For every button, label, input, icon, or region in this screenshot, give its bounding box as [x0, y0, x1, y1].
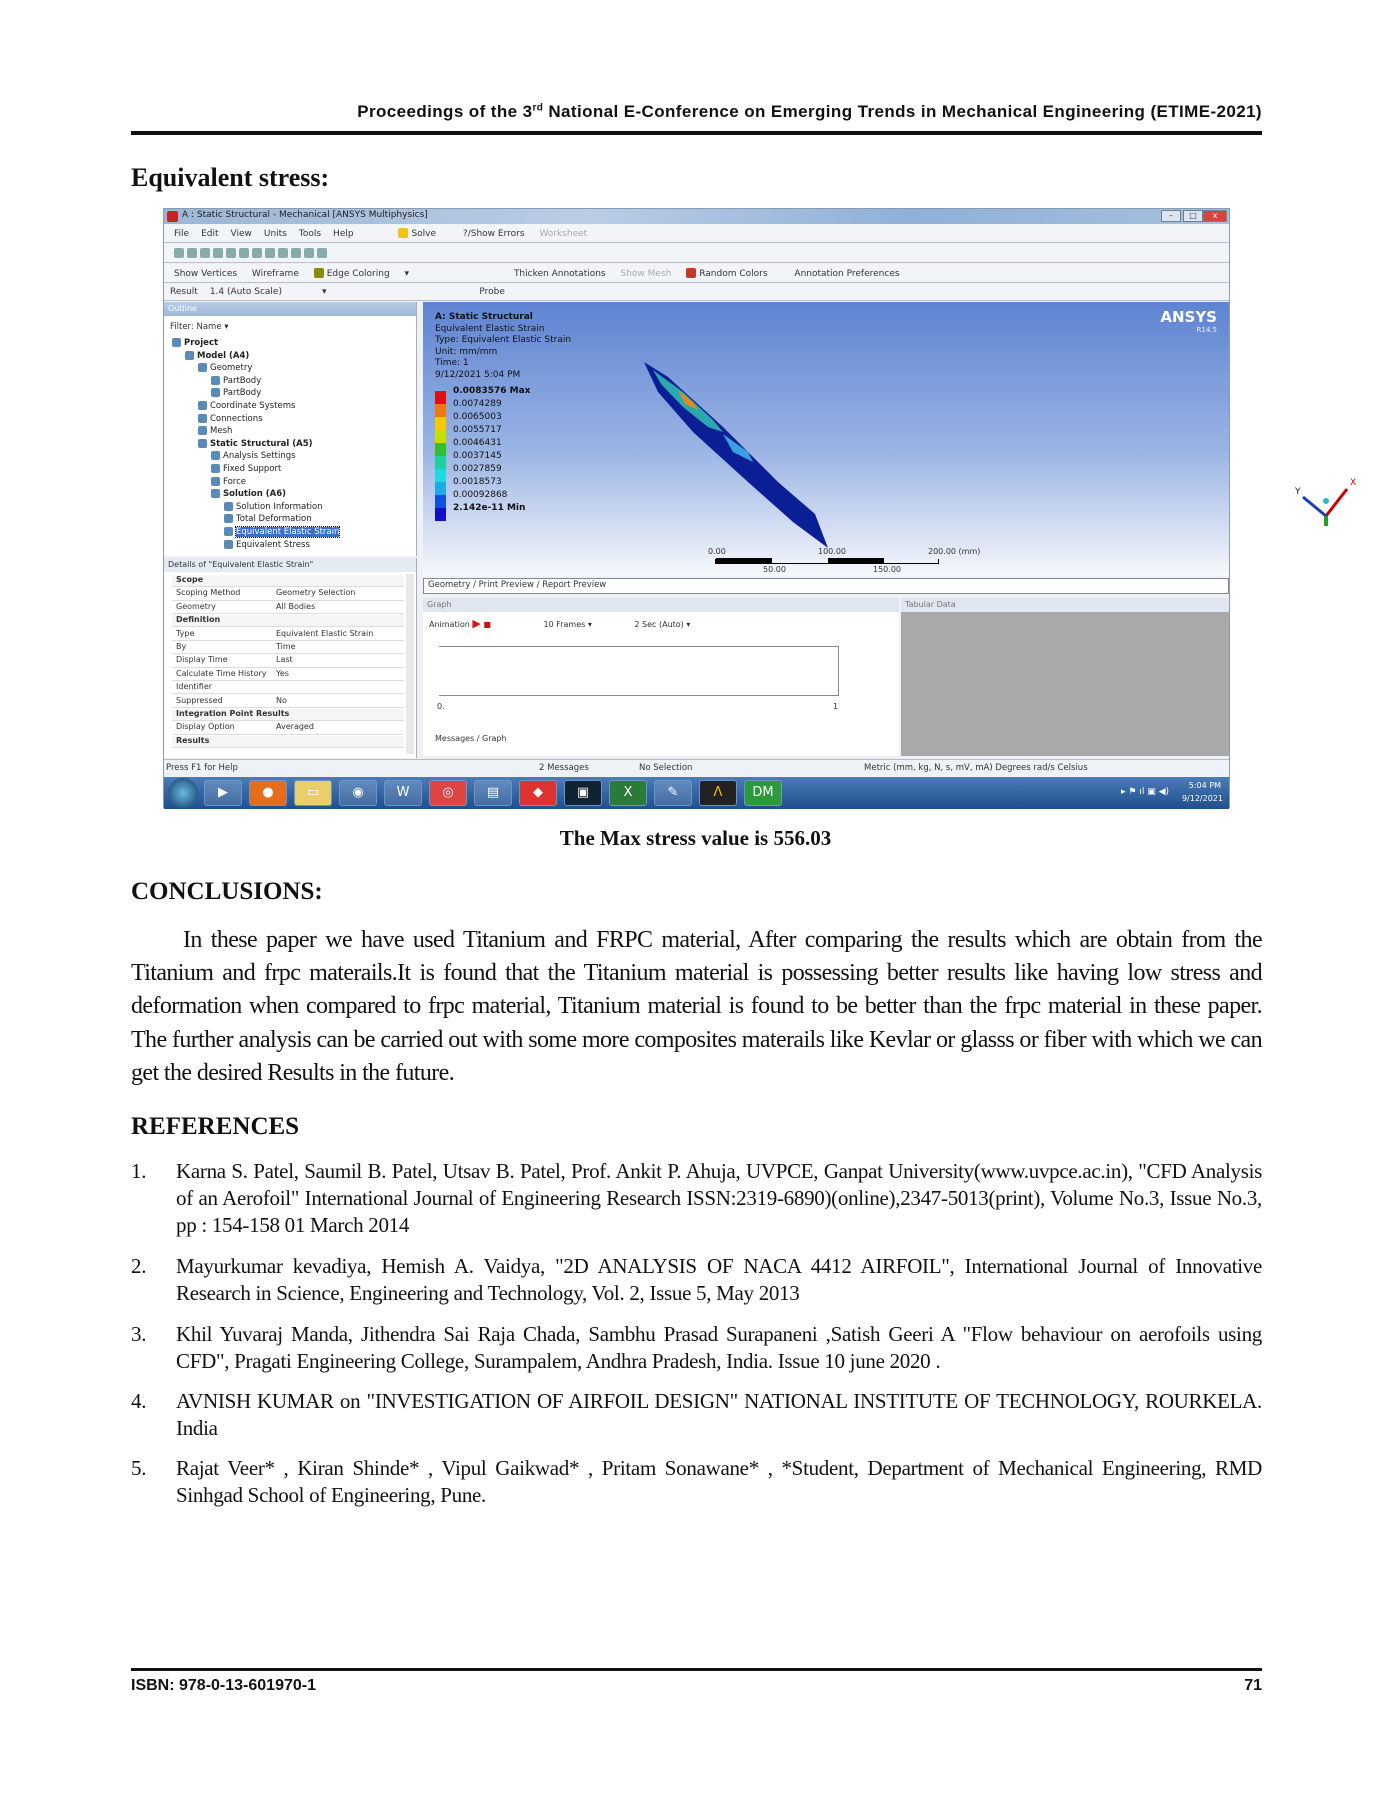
windows-taskbar — [164, 777, 1229, 809]
scale-label-200: 200.00 (mm) — [928, 547, 981, 556]
tree-item[interactable] — [224, 514, 312, 524]
reference-item — [131, 1455, 1262, 1509]
scale-label-150: 150.00 — [873, 565, 901, 574]
start-button[interactable] — [168, 778, 198, 808]
taskbar-dm-icon[interactable]: DM — [744, 780, 782, 806]
show-mesh-button[interactable]: Show Mesh — [620, 268, 672, 279]
tab-geometry[interactable]: Geometry — [428, 580, 471, 590]
edge-coloring-button[interactable]: Edge Coloring ▾ — [314, 269, 409, 279]
tree-item-label: Project — [184, 338, 219, 348]
annotation-line: Time: 1 — [435, 358, 469, 368]
graph-axis-min: 0. — [437, 702, 445, 711]
axis-y-label: Y — [1295, 487, 1301, 497]
status-bar — [164, 759, 1229, 777]
legend-label: 0.0018573 — [453, 477, 502, 487]
show-vertices-button[interactable]: Show Vertices — [174, 268, 238, 279]
status-selection: No Selection — [639, 763, 693, 773]
tree-item-label: Fixed Support — [223, 464, 282, 474]
wireframe-button[interactable]: Wireframe — [251, 268, 299, 279]
random-colors-icon — [686, 268, 696, 278]
reference-number: 2. — [131, 1254, 147, 1278]
annotation-line: 9/12/2021 5:04 PM — [435, 369, 521, 380]
tree-item-label: Analysis Settings — [223, 451, 296, 462]
tree-node-icon — [211, 464, 220, 473]
conclusions-heading: CONCLUSIONS: — [131, 878, 323, 905]
app-icon — [167, 211, 178, 222]
scale-label-0: 0.00 — [708, 547, 726, 556]
tree-node-icon — [198, 414, 207, 423]
animation-label: Animation — [429, 620, 470, 629]
tree-item[interactable] — [211, 451, 296, 461]
graph-header: Graph — [423, 598, 899, 612]
details-key: Suppressed — [176, 695, 223, 705]
scale-label-50: 50.00 — [763, 565, 786, 574]
minimize-button[interactable]: – — [1161, 210, 1181, 222]
viewport-tabs: Geometry / Print Preview / Report Preview — [423, 578, 1229, 594]
conclusions-paragraph: In these paper we have used Titanium and FRPC material, After comparing the results which are obtain from the Titanium and frpc materails.It is found that the Titanium material is possessing better results like having low stress and deformation when compared to frpc material, Titanium material is found to be better than the frpc material in these paper. The further analysis can be carried out with some more composites materails like Kevlar or glasss or fiber with which we can get the desired Results in the future. — [131, 927, 1262, 1086]
tree-item[interactable] — [198, 414, 263, 424]
solve-label: Solve — [411, 228, 437, 239]
tree-node-icon — [224, 527, 233, 536]
magnifier-icon[interactable] — [278, 248, 288, 258]
select-icon[interactable] — [174, 248, 184, 258]
tree-item[interactable] — [198, 363, 252, 373]
reference-number: 4. — [131, 1389, 147, 1413]
footer — [131, 1677, 1262, 1695]
edge-coloring-label: Edge Coloring — [326, 268, 390, 279]
tree-node-icon — [211, 489, 220, 498]
menu-units[interactable]: Units — [263, 228, 287, 239]
outline-panel — [164, 302, 417, 556]
menu-help[interactable]: Help — [333, 228, 354, 239]
legend-label: 2.142e-11 Min — [453, 503, 526, 513]
taskbar-tool-icon[interactable]: ✎ — [654, 780, 692, 806]
display-toolbar — [164, 264, 1229, 283]
details-row[interactable] — [172, 696, 404, 708]
taskbar-photo-icon[interactable]: ▣ — [564, 780, 602, 806]
tree-item-label: Geometry — [210, 363, 253, 374]
animation-toolbar: Animation ▶ ■ 10 Frames ▾ 2 Sec (Auto) ▾ — [429, 617, 691, 630]
header-text-end: National E-Conference on Emerging Trends in Mechanical Engineering (ETIME-2021) — [543, 102, 1262, 121]
outline-header: Outline — [164, 302, 416, 316]
details-value: Last — [276, 655, 293, 665]
tree-item[interactable] — [224, 540, 310, 550]
tree-node-icon — [211, 376, 220, 385]
view-previous-icon[interactable] — [291, 248, 301, 258]
taskbar-excel-icon[interactable]: X — [609, 780, 647, 806]
tree-item-label: Equivalent Elastic Strain — [236, 527, 340, 537]
graphics-viewport[interactable] — [423, 302, 1357, 576]
isbn: ISBN: 978-0-13-601970-1 — [131, 1677, 316, 1694]
filter-row: Filter: Name ▾ — [170, 322, 229, 332]
details-key: Display Time — [176, 655, 228, 665]
tabular-header: Tabular Data — [901, 598, 1229, 612]
select-mode-icon[interactable] — [187, 248, 197, 258]
taskbar-firefox-icon[interactable]: ● — [249, 780, 287, 806]
status-help: Press F1 for Help — [166, 763, 238, 773]
details-row[interactable] — [172, 588, 404, 600]
reference-number: 5. — [131, 1456, 147, 1480]
details-value: Averaged — [276, 722, 314, 732]
taskbar-media-icon[interactable]: ▶ — [204, 780, 242, 806]
legend-label: 0.0027859 — [453, 464, 502, 474]
solve-button[interactable] — [398, 229, 448, 239]
running-header — [131, 102, 1262, 122]
rotate-icon[interactable] — [200, 248, 210, 258]
menu-edit[interactable]: Edit — [201, 228, 219, 239]
filter-dropdown[interactable]: Name — [196, 322, 222, 332]
reference-text: Khil Yuvaraj Manda, Jithendra Sai Raja Chada, Sambhu Prasad Surapaneni ,Satish Geeri A "Flow behaviour on aerofoils using CFD", Pragati Engineering College, Surampalem, Andhra Pradesh, India. Issue 10 june 2020 . — [176, 1322, 1262, 1373]
tabular-data-panel — [901, 598, 1229, 756]
status-units[interactable]: Metric (mm, kg, N, s, mV, mA) Degrees rad/s Celsius — [864, 763, 1088, 773]
box-zoom-icon[interactable] — [252, 248, 262, 258]
stop-button[interactable]: ■ — [483, 620, 491, 629]
tree-item-label: Model (A4) — [197, 350, 250, 361]
tree-item[interactable] — [224, 502, 323, 512]
clock-time: 5:04 PM — [1188, 781, 1221, 790]
tree-node-icon — [211, 451, 220, 460]
tab-print-preview[interactable]: Print Preview — [478, 580, 535, 590]
figure-caption: The Max stress value is 556.03 — [559, 826, 832, 850]
reference-text: Mayurkumar kevadiya, Hemish A. Vaidya, "2D ANALYSIS OF NACA 4412 AIRFOIL", International Journal of Innovative Research in Science, Engineering and Technology, Vol. 2, Issue 5, May 2013 — [176, 1254, 1262, 1305]
details-row[interactable] — [172, 615, 404, 627]
tab-report-preview[interactable]: Report Preview — [542, 580, 607, 590]
ansys-screenshot — [163, 208, 1357, 808]
triad-icon — [1303, 489, 1347, 526]
play-button[interactable]: ▶ — [472, 617, 481, 630]
zoom-out-icon[interactable] — [239, 248, 249, 258]
reference-number: 3. — [131, 1322, 147, 1346]
details-scrollbar[interactable] — [406, 574, 414, 754]
status-messages[interactable]: 2 Messages — [539, 763, 589, 773]
scale-seg-1 — [716, 558, 772, 563]
tree-item[interactable] — [198, 439, 313, 449]
tree-item-label: Connections — [210, 413, 263, 424]
menu-tools[interactable]: Tools — [298, 228, 322, 239]
details-key: Identifier — [176, 682, 213, 692]
scale-label-100: 100.00 — [818, 547, 846, 556]
zoom-in-icon[interactable] — [226, 248, 236, 258]
details-key: Results — [176, 735, 210, 745]
section-heading: Equivalent stress: — [131, 163, 330, 192]
tree-node-icon — [198, 363, 207, 372]
details-key: Definition — [176, 615, 221, 625]
details-row[interactable] — [172, 642, 404, 654]
tray-icons[interactable]: ▸ ⚑ ıl ▣ ◀) — [1121, 787, 1169, 797]
details-key: Scoping Method — [176, 588, 241, 598]
header-rule — [131, 131, 1262, 135]
details-value: Yes — [276, 668, 289, 678]
window-title: A : Static Structural - Mechanical [ANSYS Multiphysics] — [182, 210, 428, 220]
details-value: No — [276, 695, 287, 705]
details-row[interactable] — [172, 575, 404, 587]
thicken-annotations-button[interactable]: Thicken Annotations — [513, 268, 606, 279]
details-row[interactable] — [172, 722, 404, 734]
menu-file[interactable]: File — [174, 228, 190, 239]
tree-node-icon — [198, 401, 207, 410]
tree-item-label: Total Deformation — [236, 514, 312, 525]
reference-item — [131, 1158, 1262, 1239]
tree-item-label: Static Structural (A5) — [210, 438, 313, 449]
details-key: Scope — [176, 575, 204, 584]
legend-label: 0.0037145 — [453, 451, 502, 461]
annotation-line: Unit: mm/mm — [435, 346, 498, 357]
tree-item[interactable] — [211, 388, 261, 398]
close-button[interactable]: x — [1203, 210, 1227, 222]
result-scale-dropdown[interactable]: 1.4 (Auto Scale) — [209, 287, 282, 297]
animation-time-dropdown[interactable]: 2 Sec (Auto) — [634, 620, 684, 629]
legend-label: 0.0065003 — [453, 412, 502, 422]
bottom-tabs: Messages / Graph — [435, 734, 507, 743]
details-row[interactable] — [172, 655, 404, 667]
details-key: Type — [176, 628, 195, 638]
layout-icon[interactable] — [317, 248, 327, 258]
details-row[interactable] — [172, 682, 404, 694]
tree-item-label: PartBody — [223, 375, 262, 386]
reference-text: Rajat Veer* , Kiran Shinde* , Vipul Gaikwad* , Pritam Sonawane* , *Student, Department of Mechanical Engineering, RMD Sinhgad School of Engineering, Pune. — [176, 1456, 1262, 1507]
tree-item[interactable] — [211, 464, 281, 474]
tree-node-icon — [198, 439, 207, 448]
scale-bar — [715, 559, 939, 564]
header-sup: rd — [532, 102, 544, 114]
tree-item-label: Force — [223, 476, 246, 487]
details-panel — [164, 558, 417, 758]
details-value: Geometry Selection — [276, 588, 356, 598]
legend-label: 0.0083576 Max — [453, 386, 531, 396]
tree-node-icon — [224, 502, 233, 511]
filter-label: Filter: — [170, 322, 194, 332]
worksheet-button[interactable]: Worksheet — [539, 228, 588, 239]
graph-plot-area — [439, 646, 839, 696]
taskbar-folder-icon[interactable]: ▭ — [294, 780, 332, 806]
details-row[interactable] — [172, 736, 404, 748]
tree-item[interactable] — [185, 351, 249, 361]
reference-text: Karna S. Patel, Saumil B. Patel, Utsav B. Patel, Prof. Ankit P. Ahuja, UVPCE, Ganpat University(www.uvpce.ac.in), "CFD Analysis of an Aerofoil" International Journal of Engineering Research ISSN:2319-6890)(online),2347-5013(print), Volume No.3, Issue No.3, pp : 154-158 01 March 2014 — [176, 1159, 1262, 1237]
tree-item[interactable] — [198, 426, 232, 436]
axis-x-label: X — [1350, 478, 1357, 488]
airfoil-model — [423, 302, 1229, 576]
tree-item-label: Mesh — [210, 426, 233, 437]
random-colors-button[interactable] — [686, 269, 779, 279]
taskbar-chrome-icon[interactable]: ◎ — [429, 780, 467, 806]
taskbar-anydesk-icon[interactable]: ◆ — [519, 780, 557, 806]
maximize-button[interactable]: □ — [1183, 210, 1203, 222]
tree-node-icon — [224, 540, 233, 549]
details-row[interactable] — [172, 602, 404, 614]
reference-text: AVNISH KUMAR on "INVESTIGATION OF AIRFOIL DESIGN" NATIONAL INSTITUTE OF TECHNOLOGY, ROURKELA. India — [176, 1389, 1262, 1440]
taskbar-ansys-icon[interactable]: Λ — [699, 780, 737, 806]
zoom-fit-icon[interactable] — [265, 248, 275, 258]
references-heading: REFERENCES — [131, 1113, 300, 1140]
clock-date: 9/12/2021 — [1181, 794, 1223, 803]
legend-label: 0.0055717 — [453, 425, 502, 435]
tree-item-label: Solution (A6) — [223, 489, 287, 500]
details-key: Display Option — [176, 722, 235, 732]
frames-dropdown[interactable]: 10 Frames — [543, 620, 586, 629]
probe-button[interactable]: Probe — [479, 287, 505, 297]
tree-item[interactable] — [224, 527, 339, 537]
graph-panel — [423, 598, 899, 756]
reference-number: 1. — [131, 1159, 147, 1183]
solve-icon — [398, 228, 408, 238]
tree-node-icon — [172, 338, 181, 347]
graphics-toolbar — [164, 244, 1229, 263]
view-next-icon[interactable] — [304, 248, 314, 258]
title-bar — [164, 209, 1229, 224]
footer-rule — [131, 1668, 1262, 1671]
annotation-line: Type: Equivalent Elastic Strain — [435, 335, 572, 345]
random-colors-label: Random Colors — [699, 268, 768, 279]
annotation-line: A: Static Structural — [435, 312, 533, 322]
reference-item — [131, 1388, 1262, 1442]
menu-view[interactable]: View — [230, 228, 252, 239]
details-key: Calculate Time History — [176, 668, 267, 678]
tree-item-label: Solution Information — [236, 501, 323, 512]
details-value: All Bodies — [276, 601, 316, 611]
tab-graph[interactable]: Graph — [482, 734, 507, 743]
result-label: Result — [170, 287, 198, 297]
graph-axis-max: 1 — [833, 702, 839, 711]
tree-node-icon — [211, 477, 220, 486]
tree-node-icon — [211, 388, 220, 397]
reference-item — [131, 1253, 1262, 1307]
details-header: Details of "Equivalent Elastic Strain" — [164, 558, 416, 572]
tree-item[interactable] — [198, 401, 295, 411]
result-toolbar: Result 1.4 (Auto Scale) ▾ Probe — [164, 284, 1229, 301]
details-key: By — [176, 642, 187, 651]
edge-color-icon — [314, 268, 324, 278]
tree-item-label: PartBody — [223, 388, 262, 399]
details-key: Geometry — [176, 601, 216, 611]
tree-item-label: Coordinate Systems — [210, 401, 296, 411]
annotation-line: Equivalent Elastic Strain — [435, 323, 545, 334]
show-errors-button[interactable]: ?/Show Errors — [462, 228, 525, 239]
menu-bar — [164, 225, 1229, 243]
tree-item[interactable] — [211, 477, 246, 487]
tree-node-icon — [185, 351, 194, 360]
page-number: 71 — [1244, 1677, 1262, 1694]
ansys-version: R14.5 — [1196, 326, 1217, 334]
legend-label: 0.00092868 — [453, 490, 508, 500]
reference-item — [131, 1321, 1262, 1375]
taskbar-media-player-icon[interactable]: ◉ — [339, 780, 377, 806]
details-row[interactable] — [172, 629, 404, 641]
scale-seg-2 — [828, 558, 884, 563]
tree-item[interactable] — [172, 338, 218, 348]
taskbar-app-icon[interactable]: ▤ — [474, 780, 512, 806]
details-value: Equivalent Elastic Strain — [276, 628, 374, 638]
tree-item[interactable] — [211, 376, 261, 386]
ansys-logo: ANSYS — [1160, 308, 1217, 326]
details-value: Time — [276, 642, 296, 651]
annotation-preferences-button[interactable]: Annotation Preferences — [794, 268, 900, 279]
details-key: Integration Point Results — [176, 709, 290, 718]
tree-node-icon — [198, 426, 207, 435]
details-row[interactable] — [172, 709, 404, 721]
details-row[interactable] — [172, 669, 404, 681]
legend-label: 0.0046431 — [453, 438, 502, 448]
tab-messages[interactable]: Messages — [435, 734, 475, 743]
legend-label: 0.0074289 — [453, 399, 502, 409]
tree-item[interactable] — [211, 489, 286, 499]
header-text: Proceedings of the 3 — [357, 102, 533, 121]
pan-icon[interactable] — [213, 248, 223, 258]
tree-node-icon — [224, 514, 233, 523]
taskbar-word-icon[interactable]: W — [384, 780, 422, 806]
tree-item-label: Equivalent Stress — [236, 539, 310, 550]
